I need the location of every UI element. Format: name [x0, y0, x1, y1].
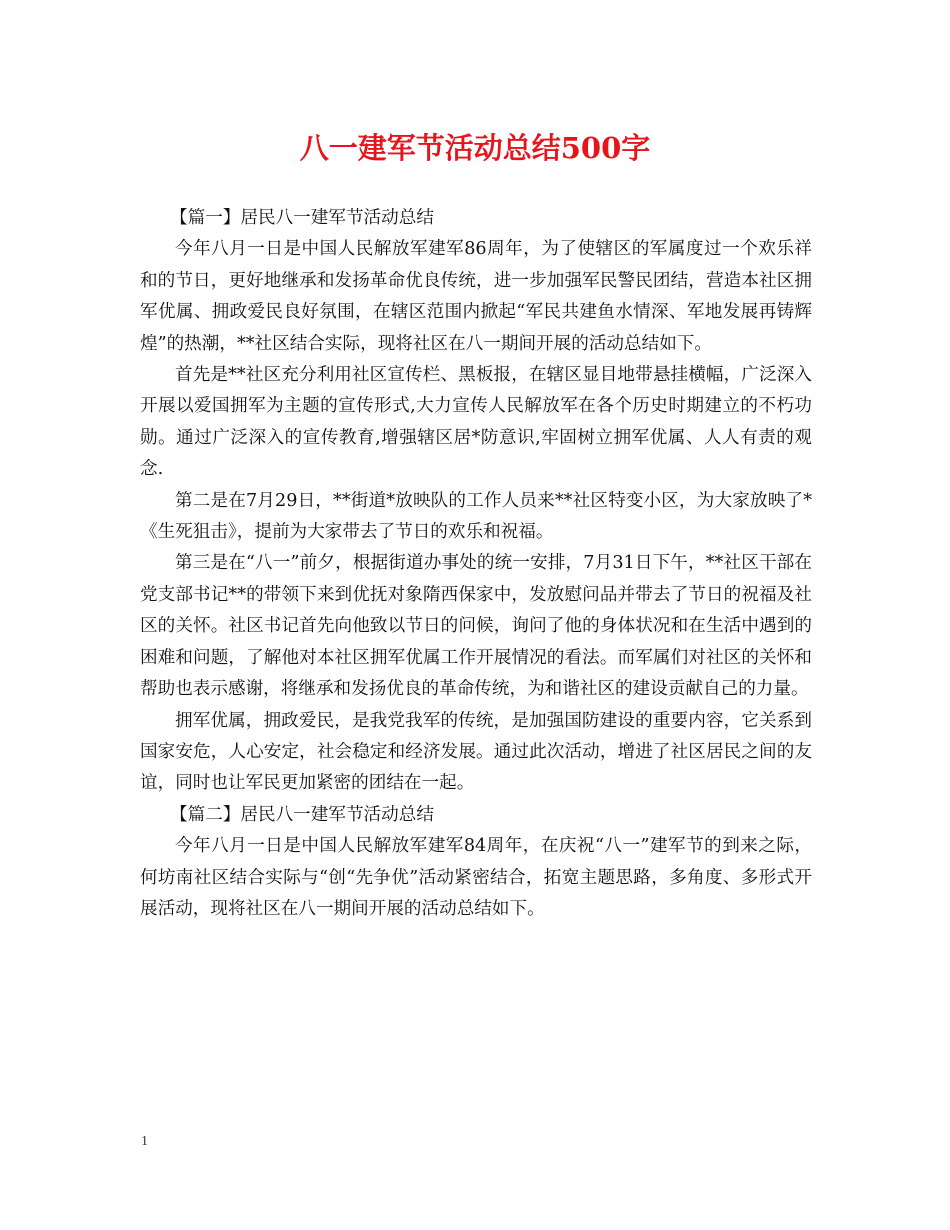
page-number: 1	[141, 1134, 148, 1149]
body-paragraph: 首先是**社区充分利用社区宣传栏、黑板报，在辖区显目地带悬挂横幅，广泛深入开展以爱国拥军为主题的宣传形式,大力宣传人民解放军在各个历史时期建立的不朽功勋。通过广泛深入的宣传教育,增强辖区居*防意识,牢固树立拥军优属、人人有责的观念.	[140, 365, 812, 480]
body-paragraph: 拥军优属，拥政爱民，是我党我军的传统，是加强国防建设的重要内容，它关系到国家安危，人心安定，社会稳定和经济发展。通过此次活动，增进了社区居民之间的友谊，同时也让军民更加紧密的团结在一起。	[140, 710, 812, 794]
body-paragraph: 今年八月一日是中国人民解放军建军86周年，为了使辖区的军属度过一个欢乐祥和的节日，更好地继承和发扬革命优良传统，进一步加强军民警民团结，营造本社区拥军优属、拥政爱民良好氛围，在辖区范围内掀起“军民共建鱼水情深、军地发展再铸辉煌”的热潮，**社区结合实际，现将社区在八一期间开展的活动总结如下。	[140, 239, 812, 354]
section-heading-2: 【篇二】居民八一建军节活动总结	[170, 804, 434, 825]
body-paragraph: 第三是在“八一”前夕，根据街道办事处的统一安排，7月31日下午，**社区干部在党支部书记**的带领下来到优抚对象隋西保家中，发放慰问品并带去了节日的祝福及社区的关怀。社区书记首先向他致以节日的问候，询问了他的身体状况和在生活中遇到的困难和问题，了解他对本社区拥军优属工作开展情况的看法。而军属们对社区的关怀和帮助也表示感谢，将继承和发扬优良的革命传统，为和谐社区的建设贡献自己的力量。	[140, 553, 812, 700]
body-paragraph: 第二是在7月29日，**街道*放映队的工作人员来**社区特变小区，为大家放映了*《生死狙击》，提前为大家带去了节日的欢乐和祝福。	[140, 490, 812, 543]
document-body	[140, 203, 812, 925]
section-heading-1: 【篇一】居民八一建军节活动总结	[170, 208, 434, 228]
body-paragraph: 今年八月一日是中国人民解放军建军84周年，在庆祝“八一”建军节的到来之际，何坊南社区结合实际与“创“先争优”活动紧密结合，拓宽主题思路，多角度、多形式开展活动，现将社区在八一期间开展的活动总结如下。	[140, 836, 812, 919]
page-title: 八一建军节活动总结500字	[299, 131, 651, 165]
